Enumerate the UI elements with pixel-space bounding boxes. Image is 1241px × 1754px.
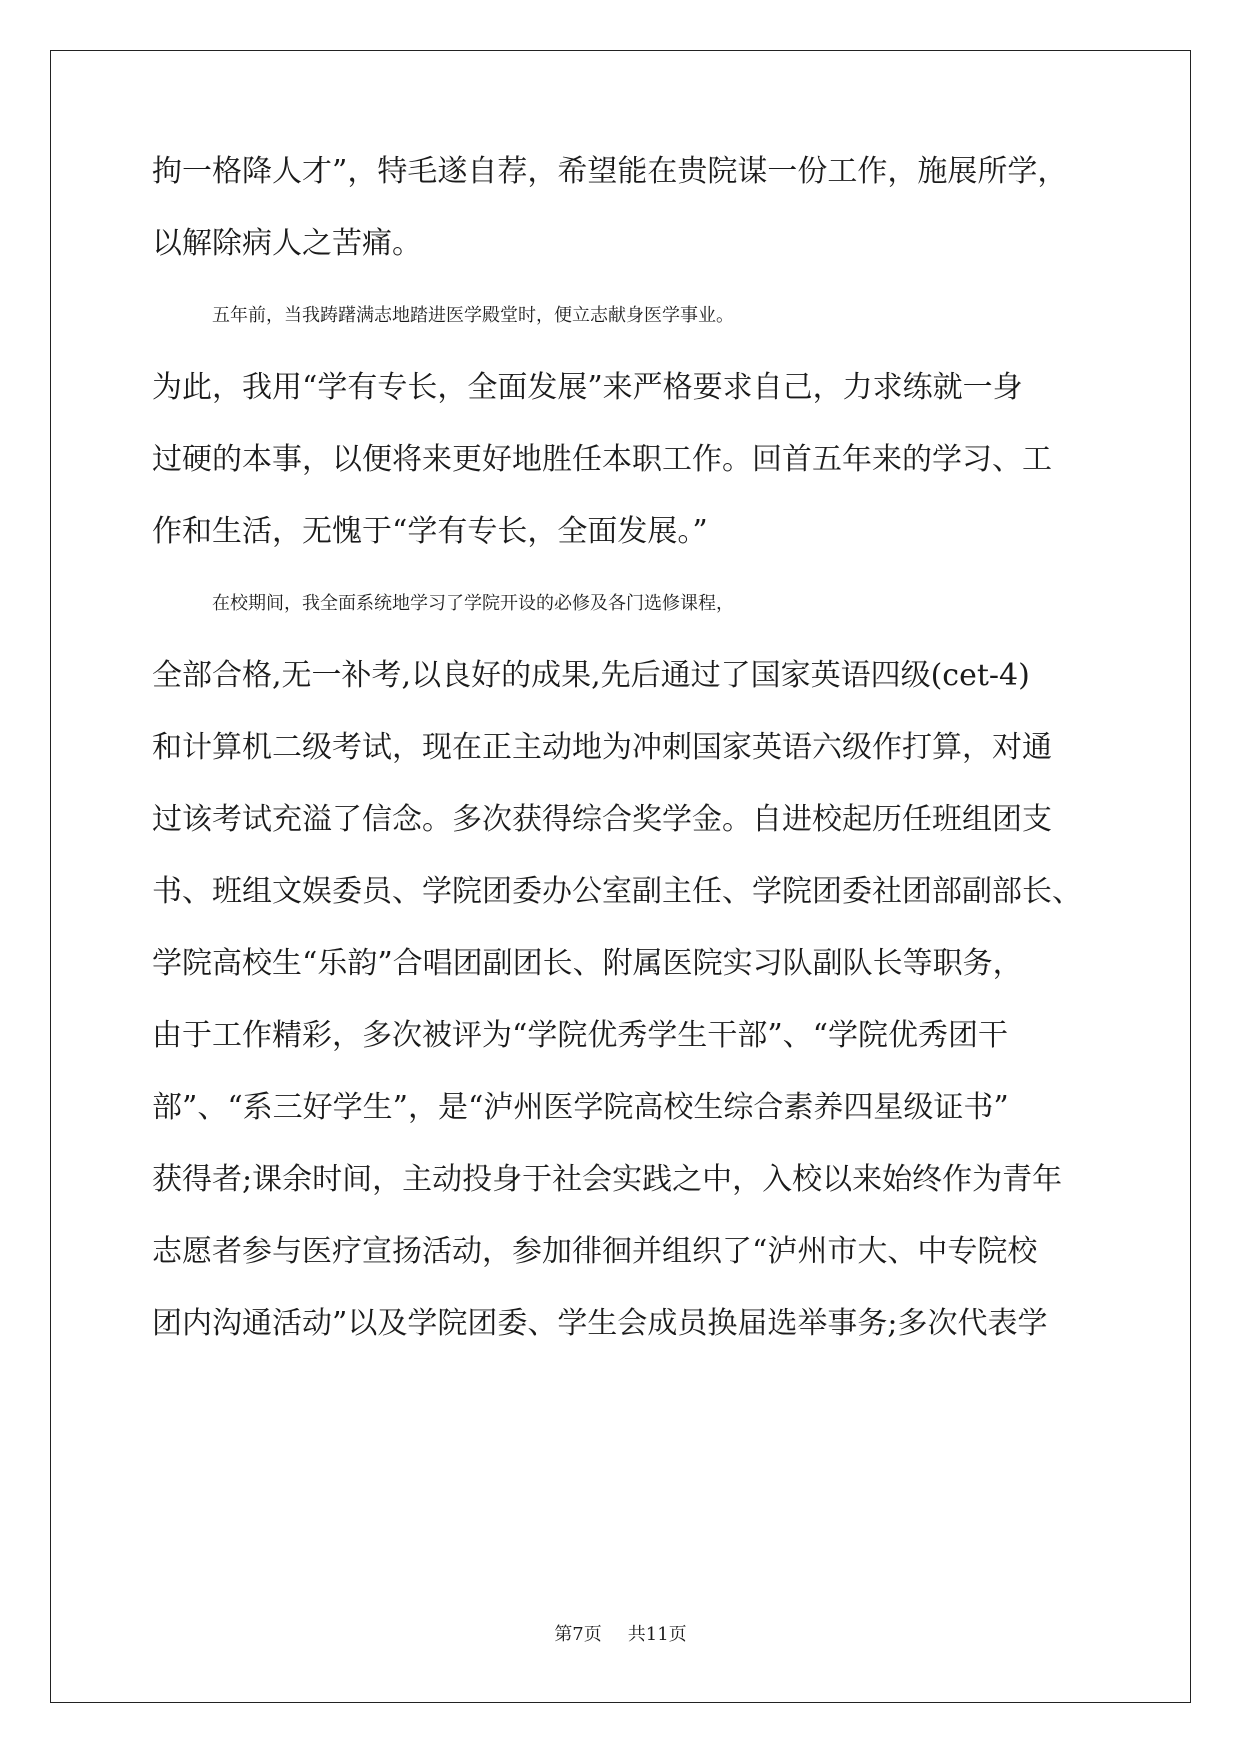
- body-text-line: 和计算机二级考试，现在正主动地为冲刺国家英语六级作打算，对通: [152, 730, 1052, 765]
- body-text-line: 为此，我用“学有专长，全面发展”来严格要求自己，力求练就一身: [152, 370, 1023, 405]
- page-number: 第7页: [554, 1624, 602, 1645]
- body-text-line: 志愿者参与医疗宣扬活动，参加徘徊并组织了“泸州市大、中专院校: [152, 1234, 1038, 1269]
- body-text-line: 学院高校生“乐韵”合唱团副团长、附属医院实习队副队长等职务，: [152, 946, 1023, 981]
- body-text-line: 拘一格降人才”，特毛遂自荐，希望能在贵院谋一份工作，施展所学，: [152, 154, 1068, 189]
- body-text-line: 过该考试充溢了信念。多次获得综合奖学金。自进校起历任班组团支: [152, 802, 1052, 837]
- body-text-line: 部”、“系三好学生”，是“泸州医学院高校生综合素养四星级证书”: [152, 1090, 1009, 1125]
- body-text-line: 在校期间，我全面系统地学习了学院开设的必修及各门选修课程，: [212, 593, 734, 614]
- body-text-line: 五年前，当我踌躇满志地踏进医学殿堂时，便立志献身医学事业。: [212, 305, 734, 326]
- body-text-line: 获得者;课余时间，主动投身于社会实践之中，入校以来始终作为青年: [152, 1162, 1063, 1197]
- body-text-line: 团内沟通活动”以及学院团委、学生会成员换届选举事务;多次代表学: [152, 1306, 1048, 1341]
- page-footer: [0, 1620, 1241, 1646]
- body-text-line: 由于工作精彩，多次被评为“学院优秀学生干部”、“学院优秀团干: [152, 1018, 1009, 1053]
- page-total: 共11页: [627, 1624, 687, 1645]
- body-text-line: 以解除病人之苦痛。: [152, 226, 422, 261]
- body-text-line: 作和生活，无愧于“学有专长，全面发展。”: [152, 514, 708, 549]
- body-text-line: 全部合格,无一补考,以良好的成果,先后通过了国家英语四级(cet-4): [152, 658, 1030, 693]
- body-text-line: 书、班组文娱委员、学院团委办公室副主任、学院团委社团部副部长、: [152, 874, 1082, 909]
- body-text-line: 过硬的本事，以便将来更好地胜任本职工作。回首五年来的学习、工: [152, 442, 1052, 477]
